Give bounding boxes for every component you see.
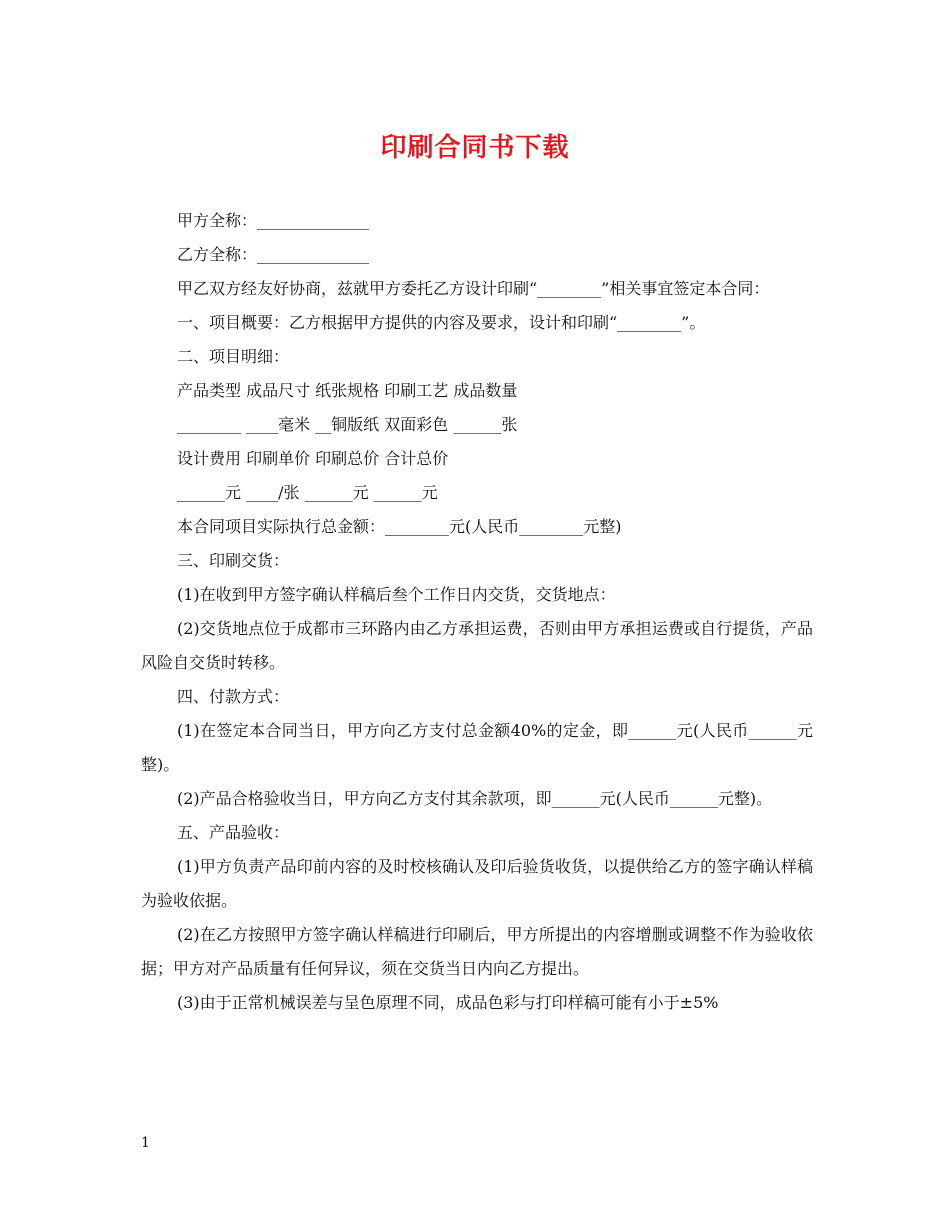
acceptance-clause-2: (2)在乙方按照甲方签字确认样稿进行印刷后，甲方所提出的内容增删或调整不作为验收依据；甲方对产品质量有任何异议，须在交货当日内向乙方提出。 (141, 925, 813, 978)
payment-clause-2: (2)产品合格验收当日，甲方向乙方支付其余款项，即______元(人民币______元整)。 (177, 789, 773, 808)
section-project-details: 二、项目明细： (177, 347, 290, 366)
party-a-name: 甲方全称：______________ (177, 211, 370, 230)
total-amount-line: 本合同项目实际执行总金额：________元(人民币________元整) (177, 517, 622, 536)
price-table-values: ______元 ____/张 ______元 ______元 (177, 483, 438, 502)
contract-body (141, 204, 813, 1020)
section-project-overview: 一、项目概要：乙方根据甲方提供的内容及要求，设计和印刷“________”。 (177, 313, 706, 332)
delivery-clause-1: (1)在收到甲方签字确认样稿后叁个工作日内交货，交货地点： (177, 585, 616, 604)
acceptance-clause-3: (3)由于正常机械误差与呈色原理不同，成品色彩与打印样稿可能有小于±5% (177, 993, 719, 1012)
delivery-clause-2: (2)交货地点位于成都市三环路内由乙方承担运费，否则由甲方承担运费或自行提货，产品风险自交货时转移。 (141, 619, 813, 672)
page-number: 1 (141, 1135, 150, 1151)
product-table-header: 产品类型 成品尺寸 纸张规格 印刷工艺 成品数量 (177, 381, 518, 400)
acceptance-clause-1: (1)甲方负责产品印前内容的及时校核确认及印后验货收货，以提供给乙方的签字确认样稿为验收依据。 (141, 857, 813, 910)
contract-intro: 甲乙双方经友好协商，兹就甲方委托乙方设计印刷“________”相关事宜签定本合同： (177, 279, 770, 298)
section-payment: 四、付款方式： (177, 687, 290, 706)
payment-clause-1: (1)在签定本合同当日，甲方向乙方支付总金额40%的定金，即______元(人民币______元整)。 (141, 721, 813, 774)
product-table-values: ________ ____毫米 __铜版纸 双面彩色 ______张 (177, 415, 518, 434)
section-acceptance: 五、产品验收： (177, 823, 290, 842)
section-delivery: 三、印刷交货： (177, 551, 290, 570)
document-title: 印刷合同书下载 (380, 133, 570, 163)
price-table-header: 设计费用 印刷单价 印刷总价 合计总价 (177, 449, 449, 468)
party-b-name: 乙方全称：______________ (177, 245, 370, 264)
